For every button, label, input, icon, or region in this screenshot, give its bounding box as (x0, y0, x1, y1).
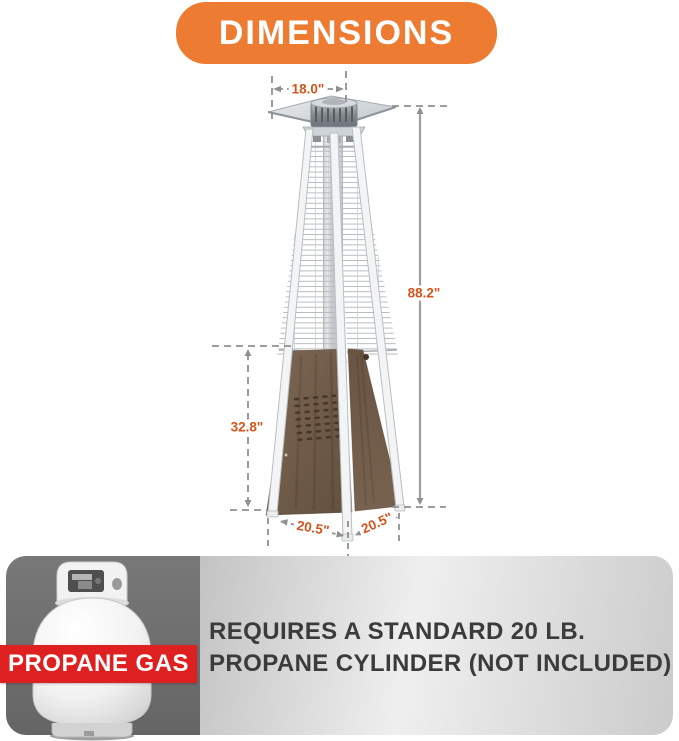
dim-label-top-width: 18.0" (289, 82, 328, 97)
requirement-note-line1: REQUIRES A STANDARD 20 LB. (209, 618, 586, 645)
propane-gas-label (0, 645, 197, 683)
dim-label-base-width-right: 20.5" (356, 508, 397, 537)
dim-label-base-height: 32.8" (228, 420, 267, 435)
propane-gas-label-text: PROPANE GAS (7, 650, 190, 677)
dim-label-total-height: 88.2" (405, 286, 444, 301)
dim-label-base-width-left: 20.5" (293, 517, 334, 538)
requirement-note-line2: PROPANE CYLINDER (NOT INCLUDED) (209, 650, 672, 677)
banner-title: DIMENSIONS (218, 13, 455, 52)
